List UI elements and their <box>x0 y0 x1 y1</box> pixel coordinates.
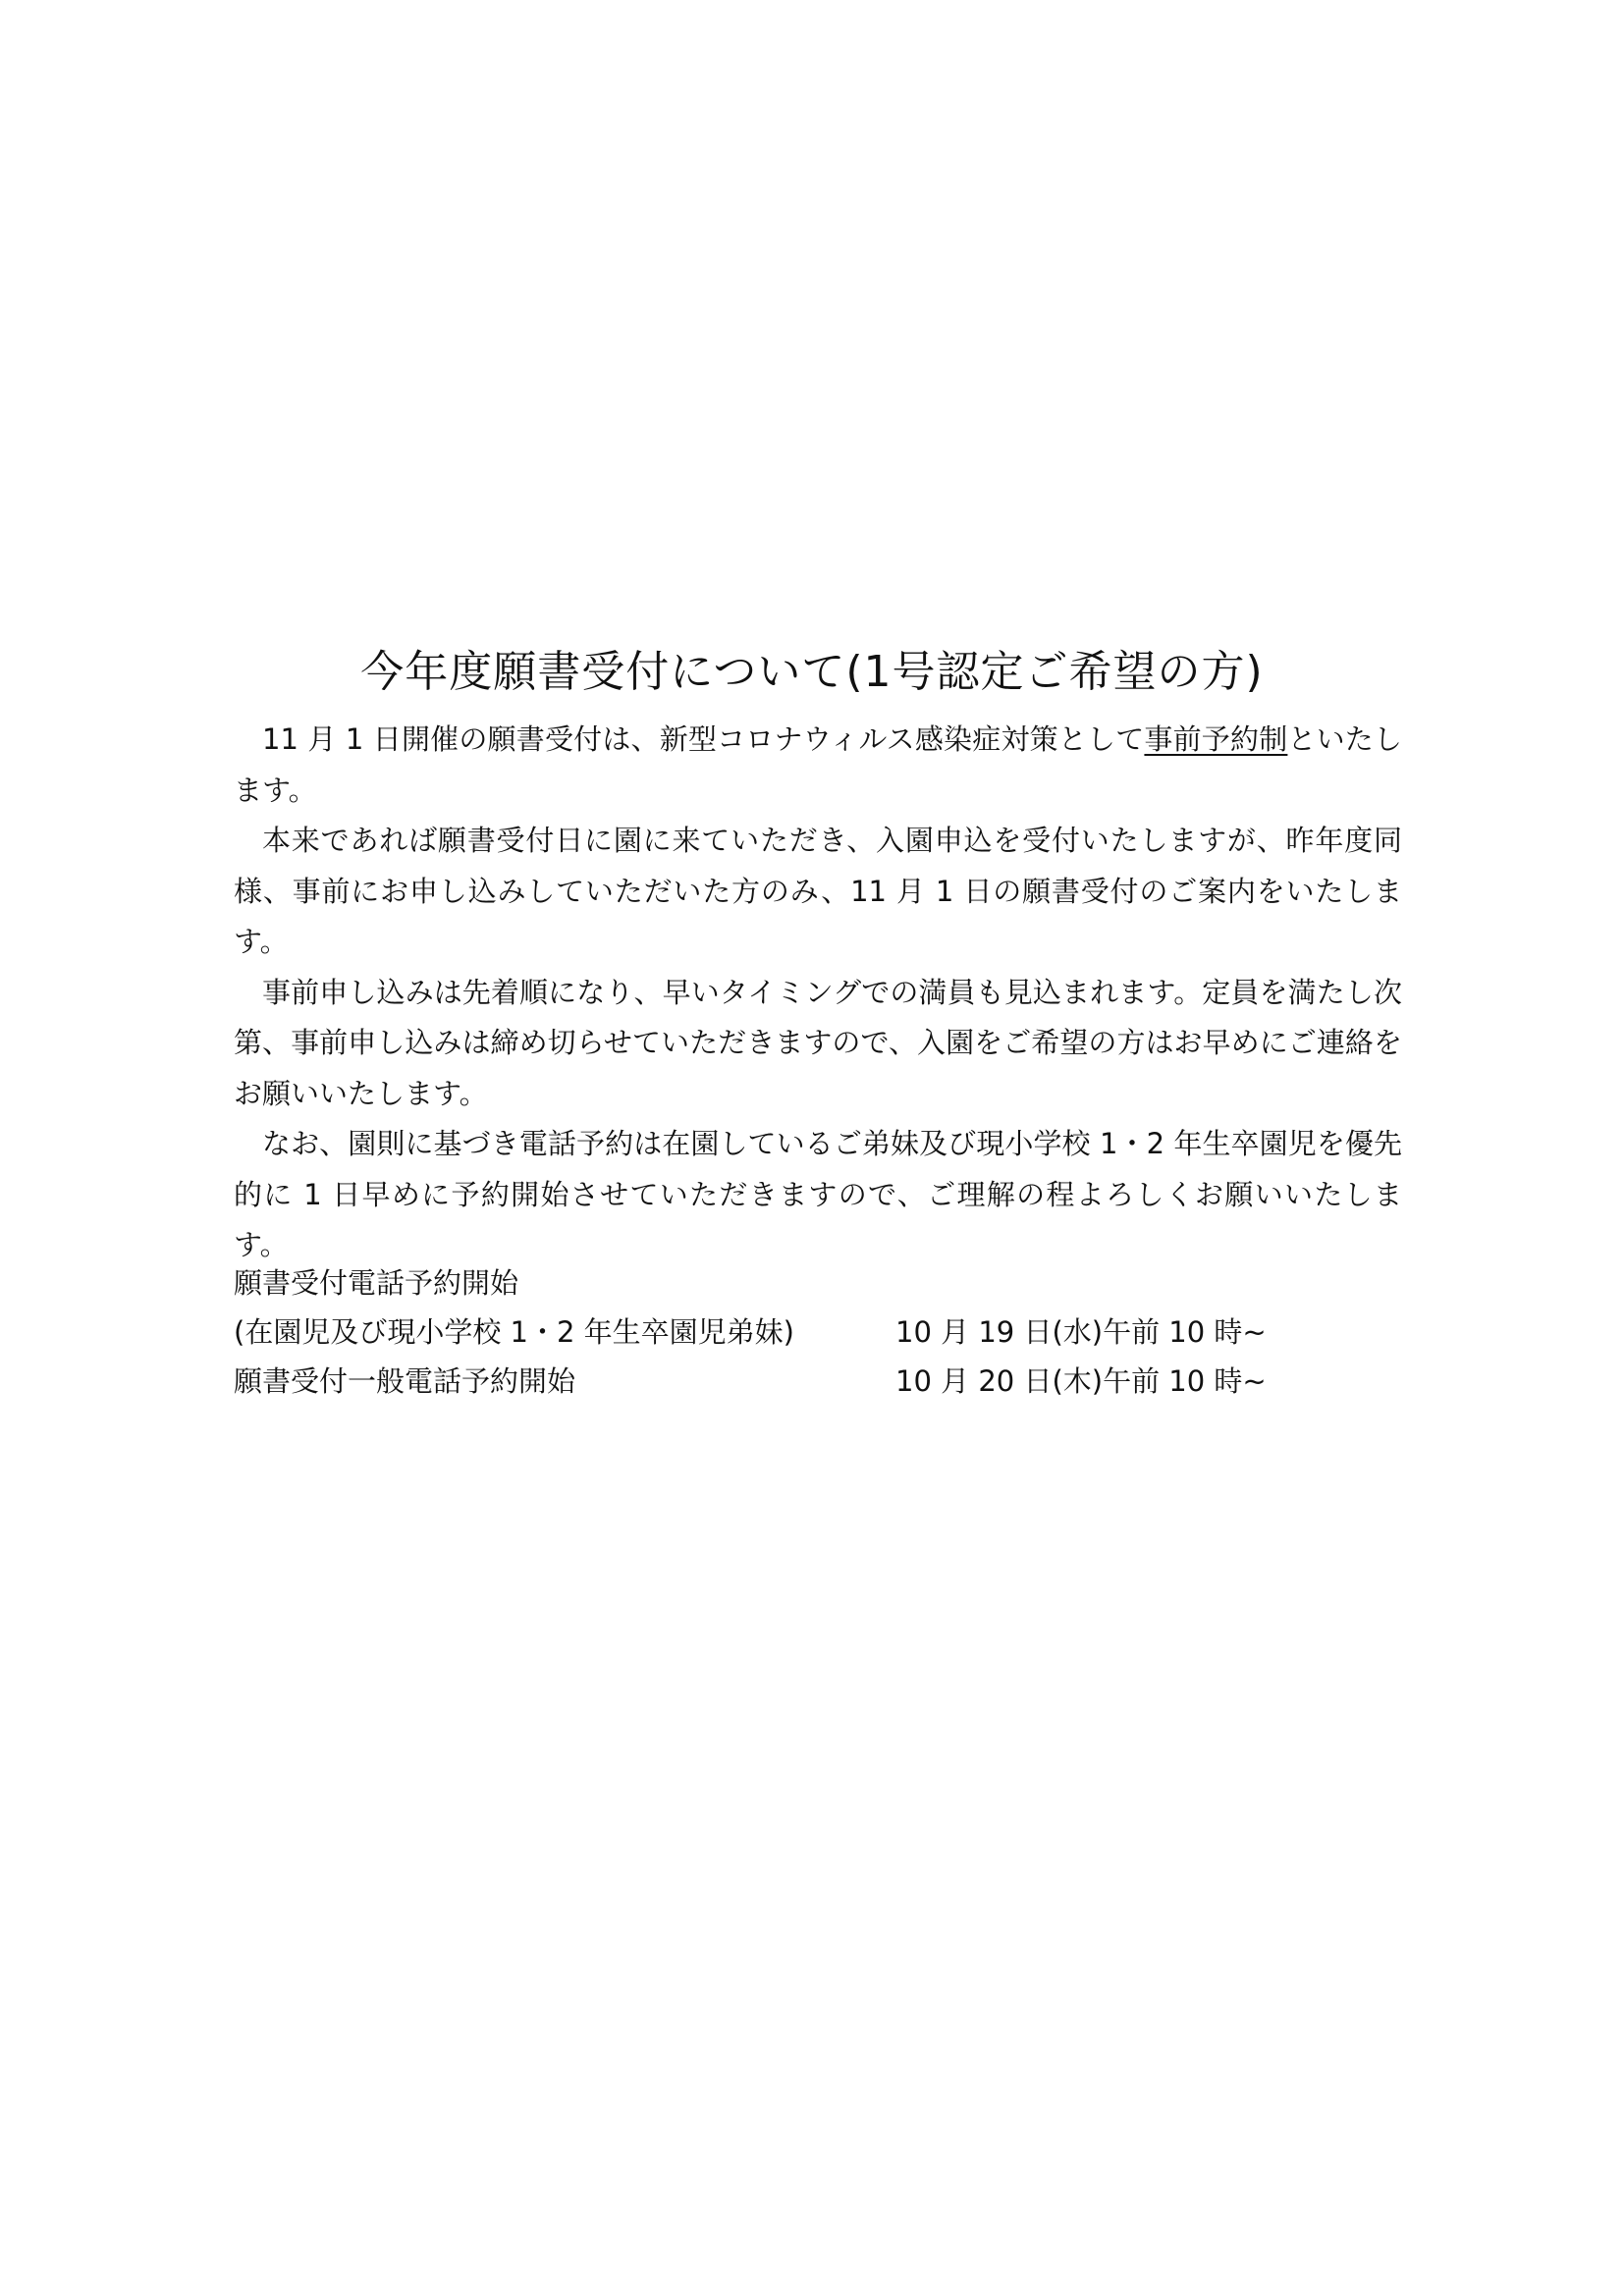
underlined-reservation-term: 事前予約制 <box>1144 722 1288 756</box>
schedule-label: 願書受付一般電話予約開始 <box>234 1364 576 1398</box>
paragraph-first-come: 事前申し込みは先着順になり、早いタイミングでの満員も見込まれます。定員を満たし次第、事前申し込みは締め切らせていただきますので、入園をご希望の方はお早めにご連絡をお願いいたします。 <box>234 975 1402 1110</box>
notice-body <box>234 715 1402 1271</box>
page-title: 今年度願書受付について(1号認定ご希望の方) <box>360 647 1264 697</box>
paragraph-text: 11 月 1 日開催の願書受付は、新型コロナウィルス感染症対策として <box>262 722 1145 756</box>
paragraph-reservation-system <box>234 715 1402 816</box>
schedule-date: 10 月 19 日(水)午前 10 時~ <box>895 1315 1267 1349</box>
schedule-label: (在園児及び現小学校 1・2 年生卒園児弟妹) <box>234 1315 794 1349</box>
schedule-heading: 願書受付電話予約開始 <box>234 1266 519 1300</box>
schedule-row-general <box>234 1357 1402 1406</box>
paragraph-text: といたします。 <box>234 722 1402 807</box>
reservation-schedule <box>234 1258 1402 1406</box>
schedule-heading-row <box>234 1258 1402 1308</box>
schedule-date: 10 月 20 日(木)午前 10 時~ <box>895 1364 1267 1398</box>
paragraph-priority: なお、園則に基づき電話予約は在園しているご弟妹及び現小学校 1・2 年生卒園児を優先的に 1 日早めに予約開始させていただきますので、ご理解の程よろしくお願いいたします。 <box>234 1127 1402 1261</box>
paragraph-advance-application: 本来であれば願書受付日に園に来ていただき、入園申込を受付いたしますが、昨年度同様、事前にお申し込みしていただいた方のみ、11 月 1 日の願書受付のご案内をいたします。 <box>234 824 1402 958</box>
schedule-row-priority <box>234 1308 1402 1357</box>
